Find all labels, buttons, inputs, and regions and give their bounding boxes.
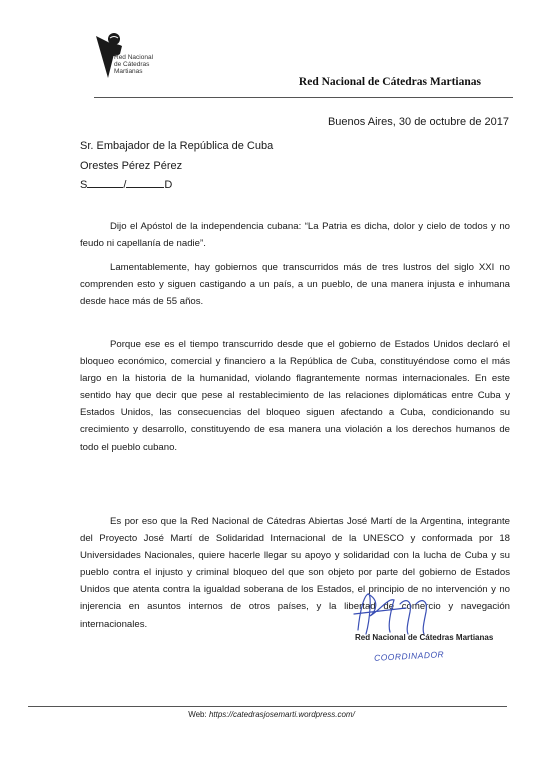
footer-url-link[interactable]: https://catedrasjosemarti.wordpress.com/ (208, 710, 355, 719)
letterhead-title: Red Nacional de Cátedras Martianas (298, 76, 481, 88)
salutation-blank-1 (87, 177, 123, 188)
handwritten-signature (350, 590, 460, 638)
paragraph-text: Porque ese es el tiempo transcurrido desde que el gobierno de Estados Unidos declaró el bloqueo económico, comercial y financiero a la República de Cuba, constituyéndose como el más largo en la historia de la humanidad, violando flagrantemente normas internacionales. En este sentido hay que decir que pese al restablecimiento de las relaciones diplomáticas entre Cuba y Estados Unidos, las consecuencias del bloqueo siguen afectando a Cuba, condicionando su crecimiento y desarrollo, constituyendo de esa manera una violación a los derechos humanos de todo el pueblo cubano. (80, 339, 510, 453)
logo-line-2: de Cátedras (114, 61, 150, 68)
footer-divider (28, 706, 507, 707)
paragraph-text: Es por eso que la Red Nacional de Cátedras Abiertas José Martí de la Argentina, integrante del Proyecto José Martí de Solidaridad Internacional de la UNESCO y conformada por 18 Universidades Nacionales, quiere hacerle llegar su apoyo y solidaridad con la lucha de Cuba y su pueblo contra el injusto y criminal bloqueo del que son objeto por parte del gobierno de Estados Unidos que atenta contra la igualdad soberana de los Estados, el principio de no intervención y no injerencia en asuntos internos de otros países, y la libertad de comercio y navegación internacionales. (80, 516, 510, 630)
header-divider (94, 97, 513, 98)
paragraph-2 (80, 259, 510, 310)
paragraph-1 (80, 218, 510, 252)
logo-caption (114, 54, 153, 75)
letter-date: Buenos Aires, 30 de octubre de 2017 (327, 116, 509, 128)
salutation-s: S (80, 179, 88, 191)
salutation-separator: / (123, 179, 127, 191)
logo-line-3: Martianas (114, 68, 143, 75)
signature-organization: Red Nacional de Cátedras Martianas (355, 633, 494, 642)
paragraph-3 (80, 336, 510, 456)
footer (0, 710, 543, 719)
paragraph-text: Lamentablemente, hay gobiernos que transcurridos más de tres lustros del siglo XXI no comprenden esto y siguen castigando a un país, a un pueblo, de una manera injusta e inhumana desde hace más de 55 años. (80, 262, 510, 308)
salutation-blank-2 (126, 177, 164, 188)
recipient-name: Orestes Pérez Pérez (80, 160, 183, 172)
logo-line-1: Red Nacional (114, 54, 154, 61)
recipient-title: Sr. Embajador de la República de Cuba (80, 140, 274, 152)
salutation-d: D (164, 179, 173, 191)
signature-role: COORDINADOR (373, 649, 445, 663)
salutation-line (80, 177, 172, 191)
footer-label: Web: (188, 710, 207, 719)
paragraph-text: Dijo el Apóstol de la independencia cubana: “La Patria es dicha, dolor y cielo de todos y no feudo ni capellanía de nadie”. (80, 221, 510, 250)
